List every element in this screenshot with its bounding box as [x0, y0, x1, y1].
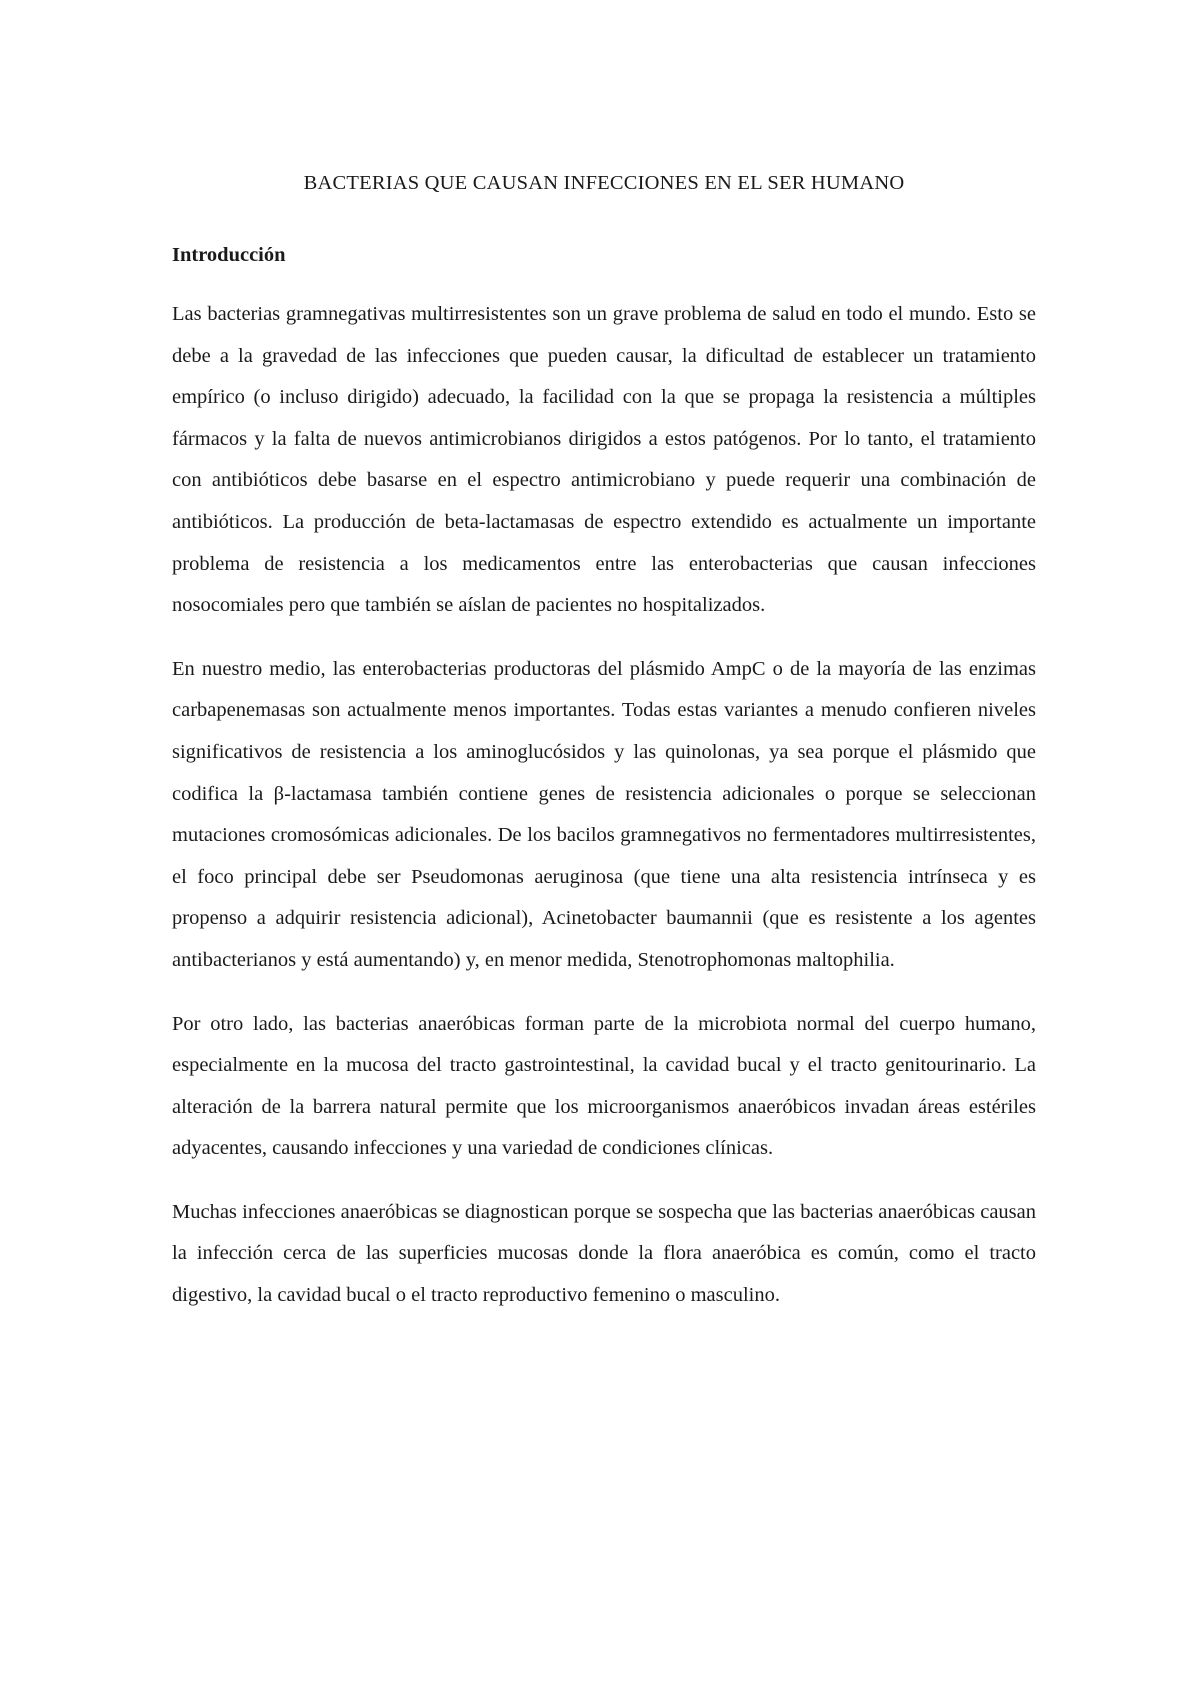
- paragraph-4: Muchas infecciones anaeróbicas se diagnostican porque se sospecha que las bacterias anaeróbicas causan la infección cerca de las superficies mucosas donde la flora anaeróbica es común, como el tracto digestivo, la cavidad bucal o el tracto reproductivo femenino o masculino.: [172, 1200, 1036, 1307]
- section-heading-introduccion: Introducción: [172, 244, 286, 266]
- paragraph-2: En nuestro medio, las enterobacterias productoras del plásmido AmpC o de la mayoría de las enzimas carbapenemasas son actualmente menos importantes. Todas estas variantes a menudo confieren niveles significativos de resistencia a los aminoglucósidos y las quinolonas, ya sea porque el plásmido que codifica la β-lactamasa también contiene genes de resistencia adicionales o porque se seleccionan mutaciones cromosómicas adicionales. De los bacilos gramnegativos no fermentadores multirresistentes, el foco principal debe ser Pseudomonas aeruginosa (que tiene una alta resistencia intrínseca y es propenso a adquirir resistencia adicional), Acinetobacter baumannii (que es resistente a los agentes antibacterianos y está aumentando) y, en menor medida, Stenotrophomonas maltophilia.: [172, 657, 1036, 971]
- paragraph-3: Por otro lado, las bacterias anaeróbicas forman parte de la microbiota normal del cuerpo humano, especialmente en la mucosa del tracto gastrointestinal, la cavidad bucal y el tracto genitourinario. La alteración de la barrera natural permite que los microorganismos anaeróbicos invadan áreas estériles adyacentes, causando infecciones y una variedad de condiciones clínicas.: [172, 1012, 1036, 1160]
- document-body: [172, 166, 1036, 1339]
- paragraph-1: Las bacterias gramnegativas multirresistentes son un grave problema de salud en todo el mundo. Esto se debe a la gravedad de las infecciones que pueden causar, la dificultad de establecer un tratamiento empírico (o incluso dirigido) adecuado, la facilidad con la que se propaga la resistencia a múltiples fármacos y la falta de nuevos antimicrobianos dirigidos a estos patógenos. Por lo tanto, el tratamiento con antibióticos debe basarse en el espectro antimicrobiano y puede requerir una combinación de antibióticos. La producción de beta-lactamasas de espectro extendido es actualmente un importante problema de resistencia a los medicamentos entre las enterobacterias que causan infecciones nosocomiales pero que también se aíslan de pacientes no hospitalizados.: [172, 303, 1036, 617]
- document-title: BACTERIAS QUE CAUSAN INFECCIONES EN EL SER HUMANO: [303, 172, 905, 194]
